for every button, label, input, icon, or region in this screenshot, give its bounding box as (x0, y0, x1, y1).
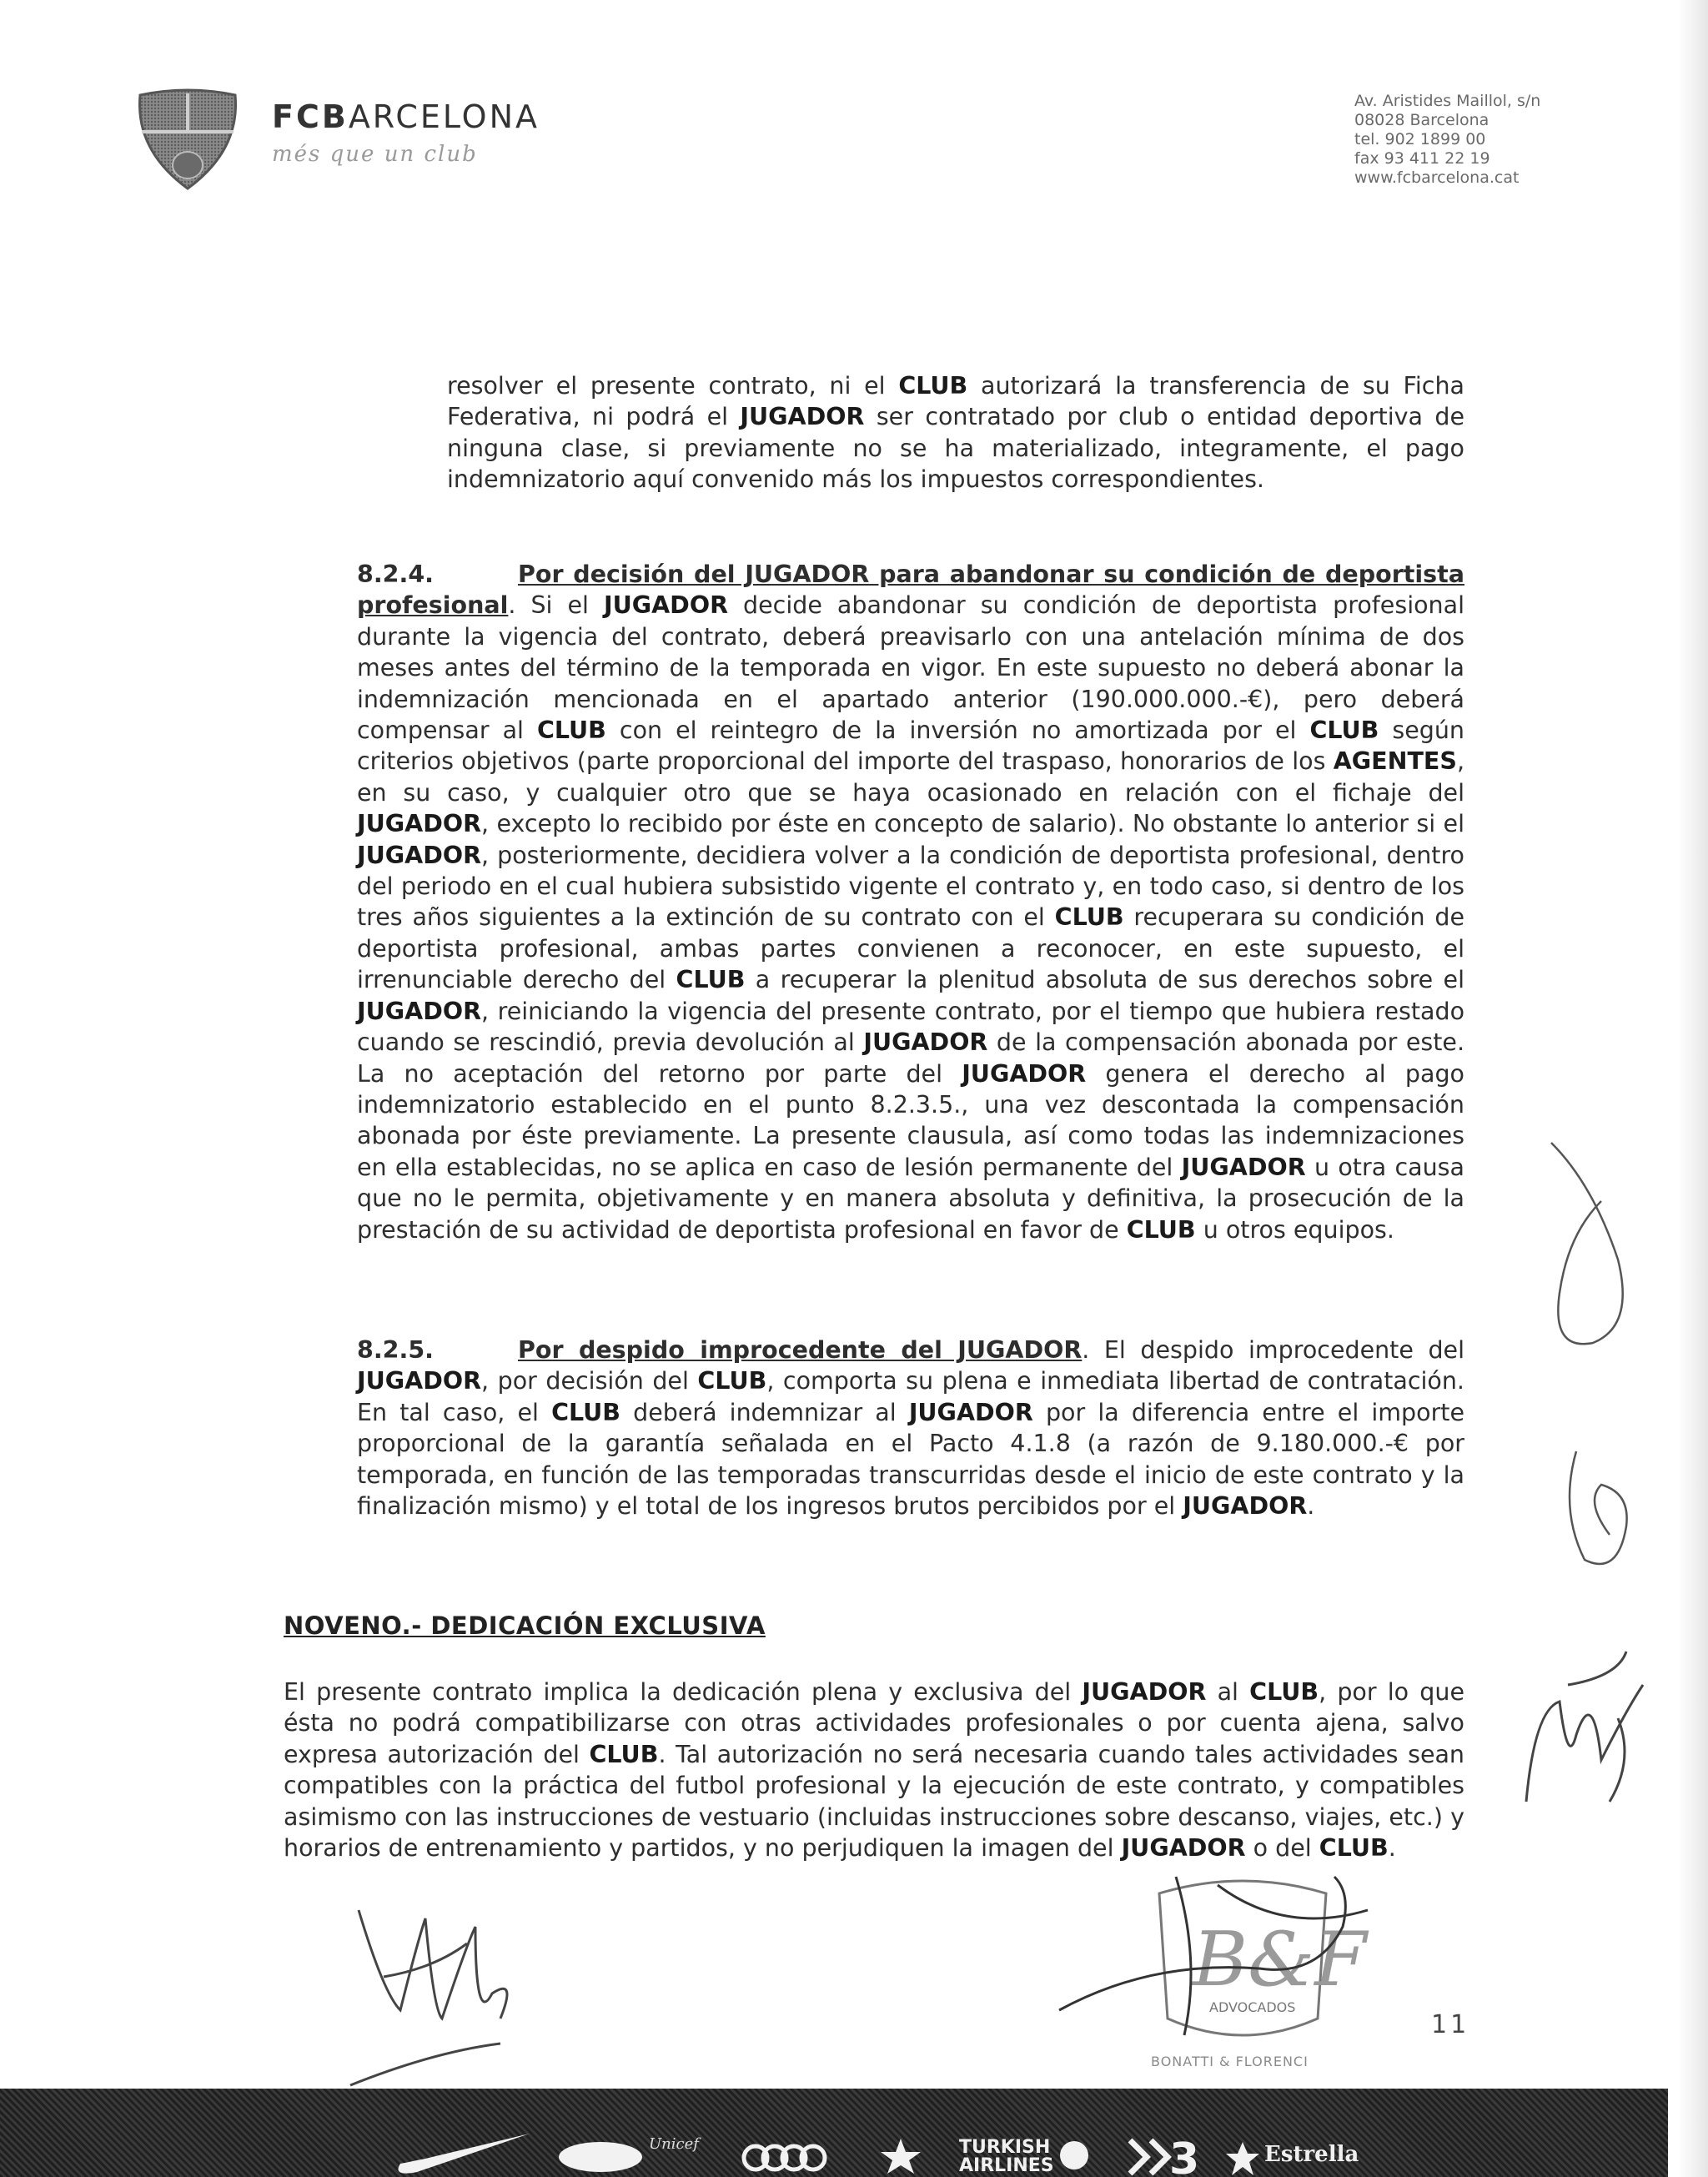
text-run: u otros equipos. (1195, 1215, 1394, 1244)
clause-number: 8.2.4. (357, 561, 434, 588)
unicef-logo-icon (555, 2137, 646, 2177)
text-run: , por decisión del (481, 1367, 698, 1395)
page-edge-shadow (1678, 0, 1708, 2177)
bold-term: JUGADOR (357, 841, 482, 869)
text-run: recuperara su condición de deportista profesional, ambas partes convienen a reconocer, en este supuesto, el irrenunciable derecho del (357, 903, 1464, 994)
bold-term: JUGADOR (1183, 1492, 1308, 1521)
svg-text:ADVOCADOS: ADVOCADOS (1209, 1999, 1296, 2015)
bold-term: JUGADOR (863, 1028, 988, 1057)
club-brand-name: FCBARCELONA (272, 98, 540, 135)
text-run: , comporta su plena e inmediata libertad de contratación. En tal caso, el (357, 1367, 1464, 1426)
text-run: , en su caso, y cualquier otro que se haya ocasionado en relación con el fichaje del (357, 747, 1464, 807)
club-motto: més que un club (272, 142, 478, 167)
club-address (1354, 92, 1540, 188)
bold-term: JUGADOR (357, 1367, 482, 1395)
tv3-logo-icon (1126, 2132, 1201, 2177)
bold-term: CLUB (676, 966, 746, 994)
text-run: deberá indemnizar al (620, 1398, 909, 1426)
text-run: El presente contrato implica la dedicación plena y exclusiva del (284, 1678, 1083, 1706)
clause-body (357, 591, 1464, 1243)
text-run: al (1206, 1678, 1250, 1706)
bold-term: CLUB (1126, 1215, 1196, 1244)
text-run: , posteriormente, decidiera volver a la condición de deportista profesional, dentro del periodo en el cual hubiera subsistido vigente el contrato y, en todo caso, si dentro de los tres años siguientes a la extinción de su contrato con el (357, 841, 1464, 932)
bold-term: JUGADOR (1181, 1153, 1306, 1181)
text-run: con el reintegro de la inversión no amortizada por el (605, 716, 1310, 745)
text-run: u otra causa que no le permita, objetivamente y en manera absoluta y definitiva, la prosecución de la prestación de su actividad de deportista profesional en favor de (357, 1153, 1464, 1244)
text-run: , por lo que ésta no podrá compatibilizarse con otras actividades profesionales o por cuenta ajena, salvo expresa autorización del (284, 1678, 1464, 1768)
text-run: de la compensación abonada por este. La no aceptación del retorno por parte del (357, 1028, 1465, 1088)
svg-text:3: 3 (1169, 2134, 1200, 2177)
bold-term: CLUB (589, 1740, 659, 1768)
text-run: decide abandonar su condición de deportista profesional durante la vigencia del contrato, deberá preavisarlo con una antelación mínima de dos meses antes del término de la temporada en vigor. En este supuesto no deberá abonar la indemnización mencionada en el apartado anterior (190.000.000.-€), pero deberá compensar al (357, 591, 1464, 745)
bold-term: JUGADOR (1082, 1678, 1207, 1706)
bold-term: JUGADOR (603, 591, 729, 620)
text-run: . Si el (508, 591, 604, 620)
signature-margin-3 (1501, 1635, 1668, 1835)
address-line: fax 93 411 22 19 (1354, 149, 1490, 168)
text-run: . (1307, 1492, 1315, 1521)
section-heading-noveno: NOVENO.- DEDICACIÓN EXCLUSIVA (284, 1611, 766, 1640)
address-website: www.fcbarcelona.cat (1354, 168, 1520, 187)
paragraph-noveno (284, 1677, 1464, 1863)
bold-term: CLUB (536, 716, 606, 745)
bold-term: CLUB (1309, 716, 1379, 745)
estrella-text: Estrella (1264, 2142, 1359, 2167)
paragraph-resolver (447, 370, 1464, 495)
bold-term: JUGADOR (357, 810, 482, 838)
text-run: a recuperar la plenitud absoluta de sus derechos sobre el (745, 966, 1464, 994)
bold-term: JUGADOR (357, 997, 482, 1025)
turkish-airlines-text: TURKISH AIRLINES (959, 2137, 1054, 2176)
law-firm-stamp (1051, 1860, 1434, 2060)
bold-term: CLUB (1319, 1834, 1389, 1863)
bold-term: JUGADOR (1121, 1834, 1246, 1863)
nike-swoosh-icon (392, 2122, 534, 2177)
address-line: tel. 902 1899 00 (1354, 130, 1486, 148)
text-run: autorizará la transferencia de su Ficha Federativa, ni podrá el (447, 372, 1464, 431)
text-run: . El despido improcedente del (1082, 1336, 1464, 1364)
page-number: 11 (1431, 2010, 1470, 2039)
estrella-star-icon (1224, 2140, 1261, 2177)
text-run: , excepto lo recibido por éste en concepto de salario). No obstante lo anterior si el (481, 810, 1464, 838)
text-run: según criterios objetivos (parte proporcional del importe del traspaso, honorarios de los (357, 716, 1464, 776)
bold-term: JUGADOR (740, 403, 865, 431)
text-run: genera el derecho al pago indemnizatorio establecido en el punto 8.2.3.5., una vez descontada la compensación abonada por éste previamente. La presente clausula, así como todas las indemnizaciones en ella establecidas, no se aplica en caso de lesión permanente del (357, 1059, 1464, 1181)
turkish-airlines-bird-icon (1057, 2139, 1091, 2172)
bold-term: CLUB (898, 372, 968, 400)
text-run: resolver el presente contrato, ni el (447, 372, 899, 400)
bold-term: AGENTES (1333, 747, 1457, 776)
bold-term: CLUB (1249, 1678, 1319, 1706)
text-run: . (1388, 1834, 1396, 1863)
bold-term: CLUB (1054, 903, 1124, 932)
stamp-caption: BONATTI & FLORENCI (1151, 2054, 1309, 2069)
bold-term: CLUB (551, 1398, 620, 1426)
text-run: , reiniciando la vigencia del presente contrato, por el tiempo que hubiera restado cuando se rescindió, previa devolución al (357, 997, 1464, 1057)
text-run: . Tal autorización no será necesaria cuando tales actividades sean compatibles con la práctica del futbol profesional y la ejecución de este contrato, y compatibles asimismo con las instrucciones de vestuario (incluidas instrucciones sobre descanso, viajes, etc.) y horarios de entrenamiento y partidos, y no perjudiquen la imagen del (284, 1740, 1464, 1863)
clause-8-2-5 (357, 1335, 1464, 1521)
text-run: por la diferencia entre el importe proporcional de la garantía señalada en el Pacto 4.1.8 (a razón de 9.180.000.-€ por temporada, en función de las temporadas transcurridas desde el inicio de este contrato y la finalización mismo) y el total de los ingresos brutos percibidos por el (357, 1398, 1465, 1521)
clause-8-2-4 (357, 559, 1464, 1245)
signature-bottom-left (334, 1893, 584, 2102)
clause-title: Por despido improcedente del JUGADOR (518, 1336, 1083, 1364)
clause-body (357, 1336, 1464, 1520)
text-run: ser contratado por club o entidad deportiva de ninguna clase, si previamente no se ha materializado, integramente, el pago indemnizatorio aquí convenido más los impuestos correspondientes. (447, 403, 1464, 494)
bold-term: CLUB (697, 1367, 767, 1395)
bold-term: JUGADOR (962, 1059, 1087, 1088)
lacaixa-star-icon (867, 2135, 934, 2177)
unicef-text: Unicef (649, 2135, 699, 2153)
fcb-crest-logo (133, 83, 242, 192)
svg-text:B&F: B&F (1193, 1916, 1367, 2004)
clause-number: 8.2.5. (357, 1336, 434, 1364)
signature-margin-2 (1551, 1435, 1651, 1576)
address-line: 08028 Barcelona (1354, 111, 1489, 129)
bold-term: JUGADOR (908, 1398, 1033, 1426)
signature-margin-1 (1518, 1134, 1668, 1368)
address-line: Av. Aristides Maillol, s/n (1354, 92, 1541, 110)
audi-rings-icon (739, 2139, 831, 2177)
clause-title: Por decisión del JUGADOR para abandonar su condición de deportista profesional (357, 561, 1464, 620)
sponsor-footer-bar (0, 2089, 1668, 2177)
text-run: o del (1245, 1834, 1319, 1863)
